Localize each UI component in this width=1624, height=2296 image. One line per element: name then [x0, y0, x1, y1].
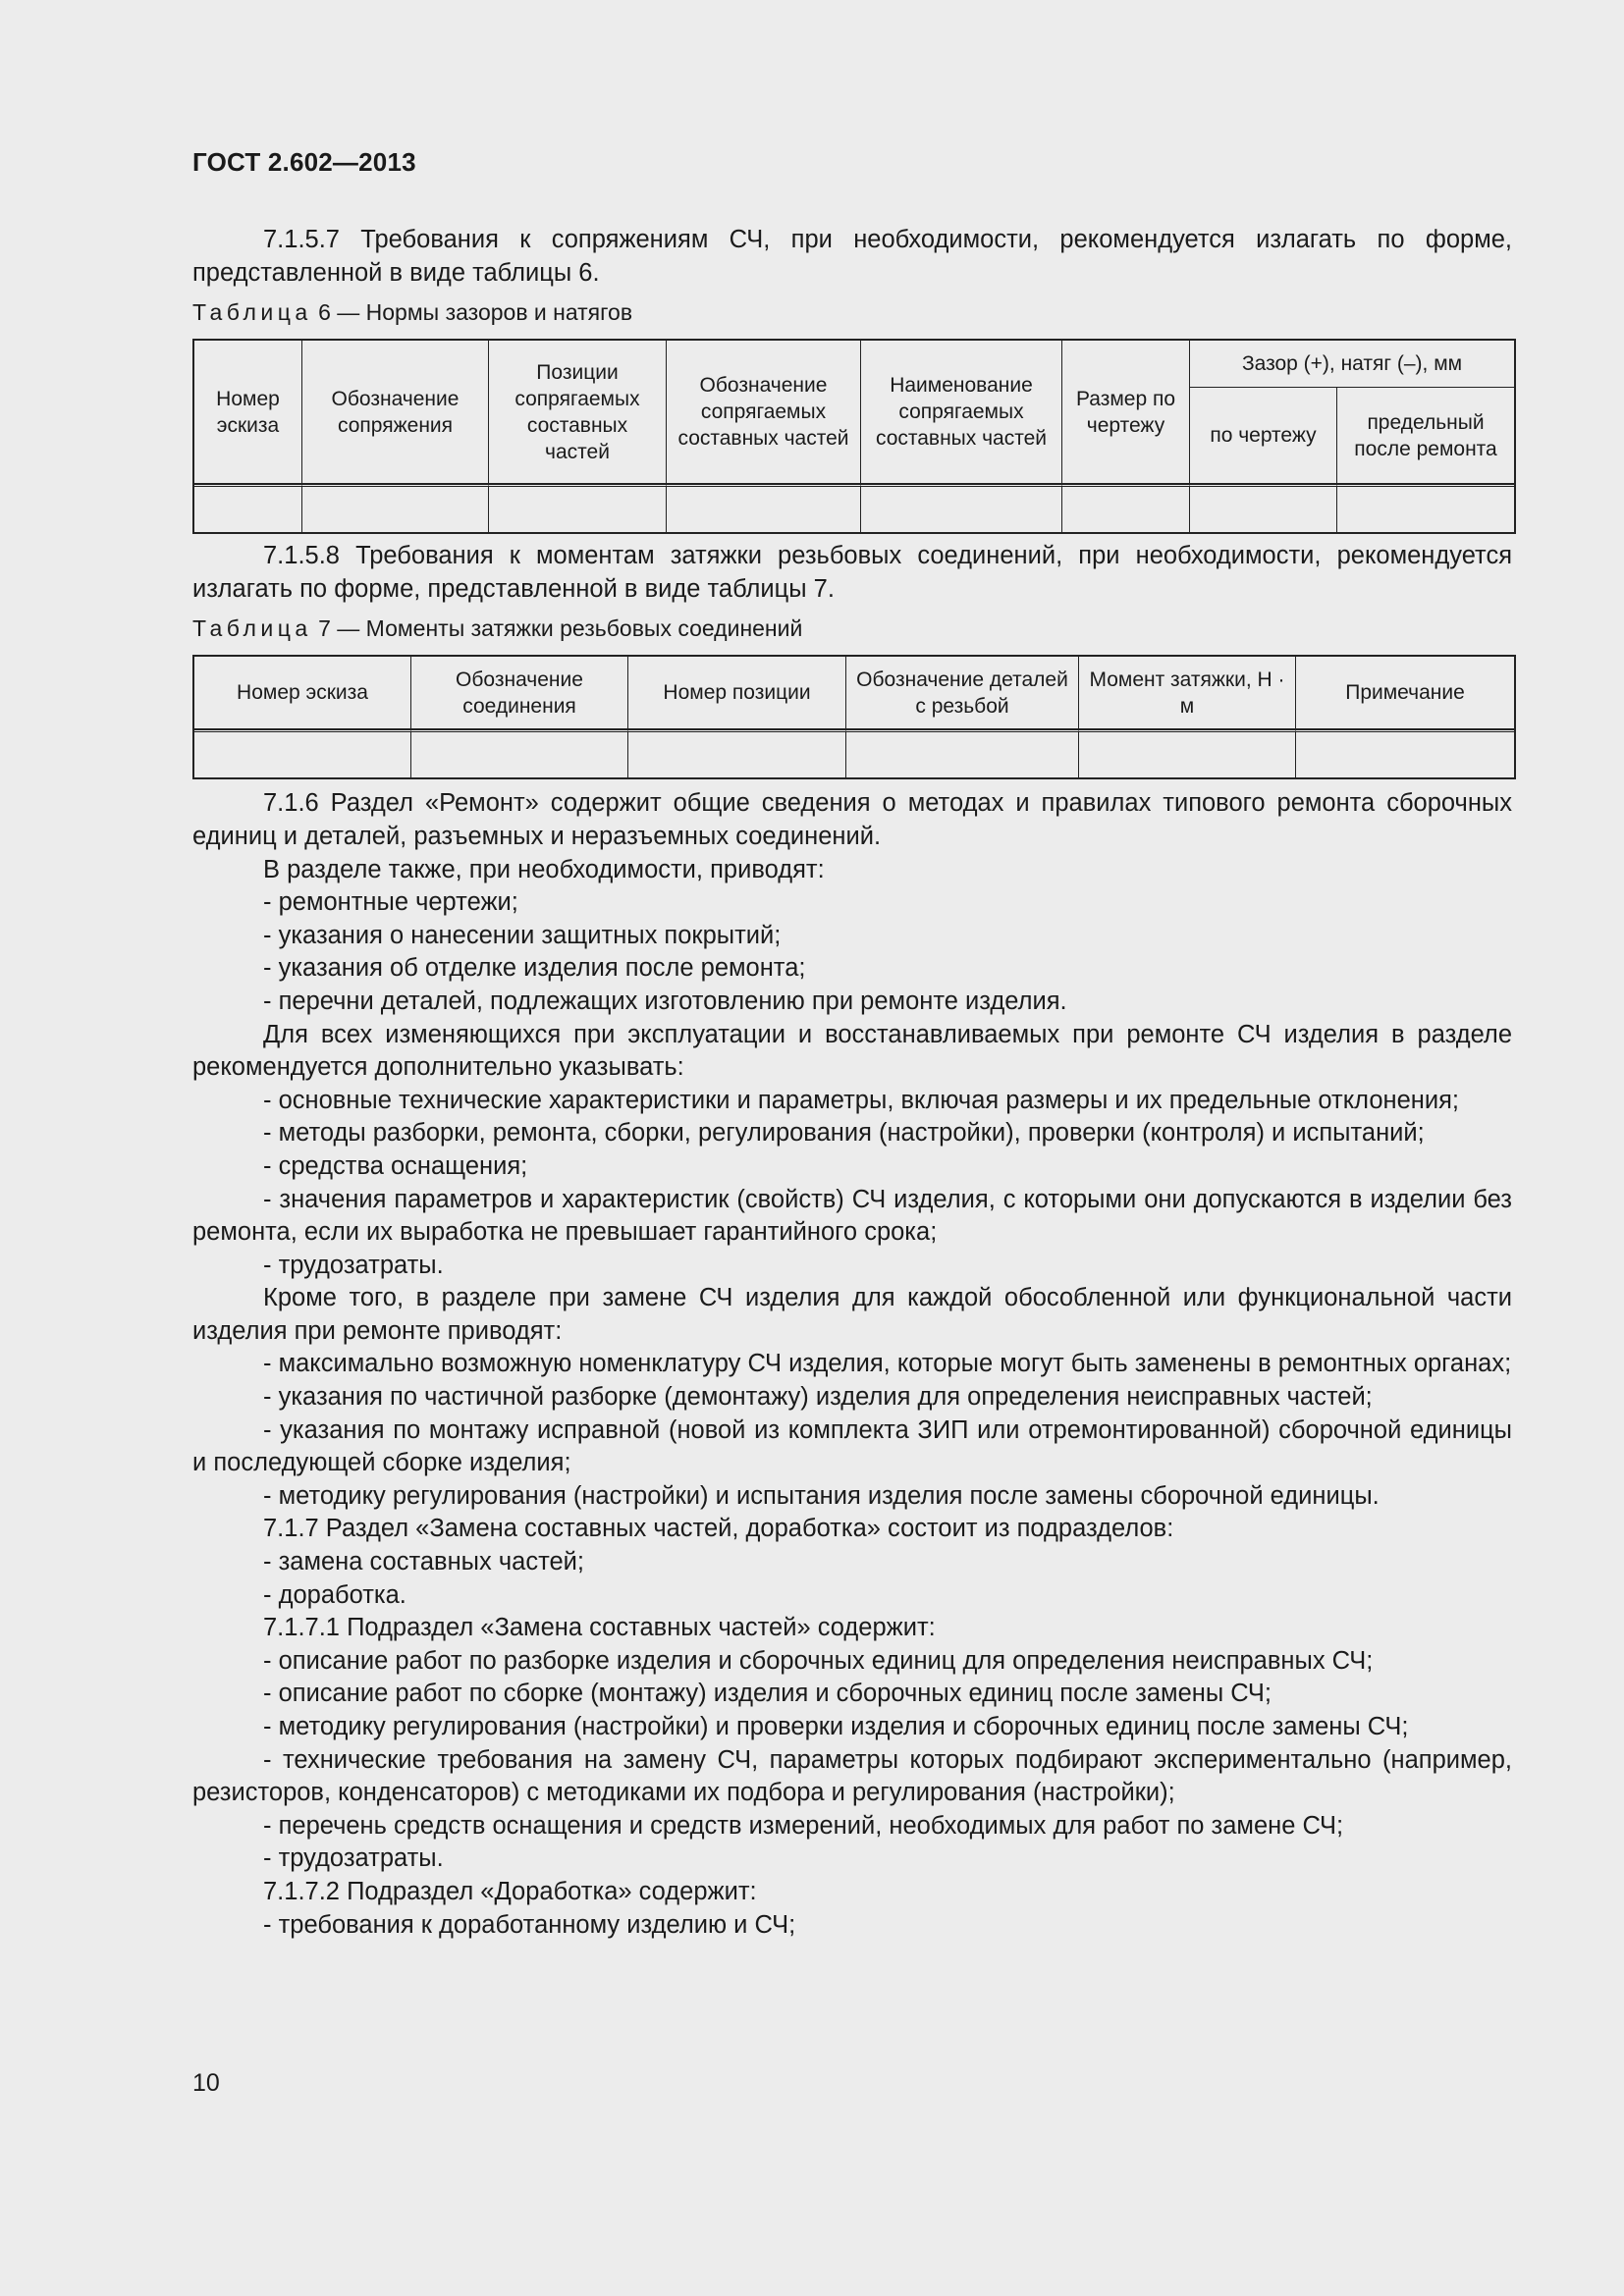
list-item: - методику регулирования (настройки) и испытания изделия после замены сборочной единицы. — [263, 1481, 1380, 1510]
table7-header-torque: Момент затяжки, Н · м — [1079, 657, 1296, 729]
table7-header-note: Примечание — [1296, 657, 1514, 729]
list-item: - технические требования на замену СЧ, параметры которых подбирают экспериментально (например, резисторов, конденсаторов) с методиками их подбора и регулирования (настройки); — [192, 1745, 1512, 1807]
table6-header-name: Наименование сопрягаемых составных частей — [861, 341, 1062, 484]
table7-cell — [628, 729, 846, 777]
table6-cell — [1062, 484, 1190, 532]
list-item: - ремонтные чертежи; — [263, 888, 518, 917]
table7-cell — [1079, 729, 1296, 777]
table6-empty-row — [194, 484, 1514, 532]
table6-header-sketch-no: Номер эскиза — [194, 341, 302, 484]
paragraph: 7.1.7 Раздел «Замена составных частей, доработка» состоит из подразделов: — [263, 1515, 1174, 1543]
paragraph-7-1-5-8: 7.1.5.8 Требования к моментам затяжки резьбовых соединений, при необходимости, рекомендуется излагать по форме, представленной в виде таблицы 7. — [192, 542, 1512, 603]
page-number: 10 — [192, 2069, 220, 2097]
table6-header-positions: Позиции сопрягаемых составных частей — [489, 341, 667, 484]
table7-caption-text: 7 — Моменты затяжки резьбовых соединений — [311, 615, 803, 642]
list-item: - значения параметров и характеристик (свойств) СЧ изделия, с которыми они допускаются в изделии без ремонта, если их выработка не превышает гарантийного срока; — [192, 1185, 1512, 1247]
table7-cell — [846, 729, 1079, 777]
table7-caption-label: Таблица — [192, 615, 312, 642]
list-item: - указания о нанесении защитных покрытий; — [263, 921, 782, 949]
paragraph: 7.1.7.2 Подраздел «Доработка» содержит: — [263, 1877, 757, 1905]
list-item: - описание работ по сборке (монтажу) изделия и сборочных единиц после замены СЧ; — [263, 1680, 1272, 1708]
list-item: - замена составных частей; — [263, 1548, 584, 1576]
table7-header-connection: Обозначение соединения — [411, 657, 628, 729]
table6-header-joint-designation: Обозначение сопряжения — [302, 341, 489, 484]
table6-cell — [489, 484, 667, 532]
table6-caption-label: Таблица — [192, 299, 312, 326]
list-item: - основные технические характеристики и параметры, включая размеры и их предельные отклонения; — [263, 1086, 1460, 1114]
table6-cell — [194, 484, 302, 532]
table6-header-gap-limit: предельный после ремонта — [1337, 388, 1514, 484]
list-item: - средства оснащения; — [263, 1151, 528, 1180]
table7-cell — [1296, 729, 1514, 777]
list-item: - описание работ по разборке изделия и сборочных единиц для определения неисправных СЧ; — [263, 1646, 1374, 1675]
table7-header-sketch-no: Номер эскиза — [194, 657, 411, 729]
table6-cell — [1337, 484, 1514, 532]
document-header-title: ГОСТ 2.602—2013 — [192, 147, 416, 177]
table6-header-designation: Обозначение сопрягаемых составных частей — [667, 341, 861, 484]
table6-cell — [1190, 484, 1337, 532]
document-content — [192, 224, 1512, 1942]
table6-header-gap-drawing: по чертежу — [1190, 388, 1337, 484]
list-item: - максимально возможную номенклатуру СЧ изделия, которые могут быть заменены в ремонтных органах; — [263, 1350, 1512, 1378]
paragraph: Кроме того, в разделе при замене СЧ изделия для каждой обособленной или функциональной части изделия при ремонте приводят: — [192, 1284, 1512, 1345]
table6-cell — [667, 484, 861, 532]
section-body-text — [192, 787, 1512, 1942]
table6-caption-text: 6 — Нормы зазоров и натягов — [311, 299, 633, 326]
list-item: - трудозатраты. — [263, 1251, 444, 1279]
paragraph: 7.1.7.1 Подраздел «Замена составных частей» содержит: — [263, 1614, 936, 1642]
paragraph-7-1-5-7: 7.1.5.7 Требования к сопряжениям СЧ, при необходимости, рекомендуется излагать по форме, представленной в виде таблицы 6. — [192, 226, 1512, 287]
table6-caption — [192, 297, 1512, 327]
table-6-gaps-interference — [192, 339, 1516, 534]
table-7-tightening-torques — [192, 655, 1516, 779]
list-item: - указания об отделке изделия после ремонта; — [263, 954, 806, 983]
list-item: - перечень средств оснащения и средств измерений, необходимых для работ по замене СЧ; — [263, 1811, 1344, 1840]
list-item: - указания по монтажу исправной (новой из комплекта ЗИП или отремонтированной) сборочной единицы и последующей сборке изделия; — [192, 1415, 1512, 1477]
table7-caption — [192, 614, 1512, 643]
table6-header-size-drawing: Размер по чертежу — [1062, 341, 1190, 484]
table7-header-threaded-parts: Обозначение деталей с резьбой — [846, 657, 1079, 729]
table6-cell — [861, 484, 1062, 532]
table7-cell — [194, 729, 411, 777]
table7-cell — [411, 729, 628, 777]
list-item: - методику регулирования (настройки) и проверки изделия и сборочных единиц после замены СЧ; — [263, 1713, 1409, 1740]
table7-header-position-no: Номер позиции — [628, 657, 846, 729]
paragraph: Для всех изменяющихся при эксплуатации и восстанавливаемых при ремонте СЧ изделия в разделе рекомендуется дополнительно указывать: — [192, 1020, 1512, 1082]
paragraph: 7.1.6 Раздел «Ремонт» содержит общие сведения о методах и правилах типового ремонта сборочных единиц и деталей, разъемных и неразъемных соединений. — [192, 789, 1512, 850]
list-item: - доработка. — [263, 1580, 406, 1609]
list-item: - требования к доработанному изделию и СЧ; — [263, 1910, 796, 1939]
list-item: - методы разборки, ремонта, сборки, регулирования (настройки), проверки (контроля) и испытаний; — [263, 1119, 1425, 1148]
list-item: - трудозатраты. — [263, 1844, 444, 1873]
table7-empty-row — [194, 729, 1514, 777]
list-item: - указания по частичной разборке (демонтажу) изделия для определения неисправных частей; — [263, 1383, 1373, 1412]
table6-header-gap-group: Зазор (+), натяг (–), мм — [1190, 341, 1514, 388]
paragraph: В разделе также, при необходимости, приводят: — [263, 855, 825, 883]
table6-cell — [302, 484, 489, 532]
list-item: - перечни деталей, подлежащих изготовлению при ремонте изделия. — [263, 987, 1067, 1015]
